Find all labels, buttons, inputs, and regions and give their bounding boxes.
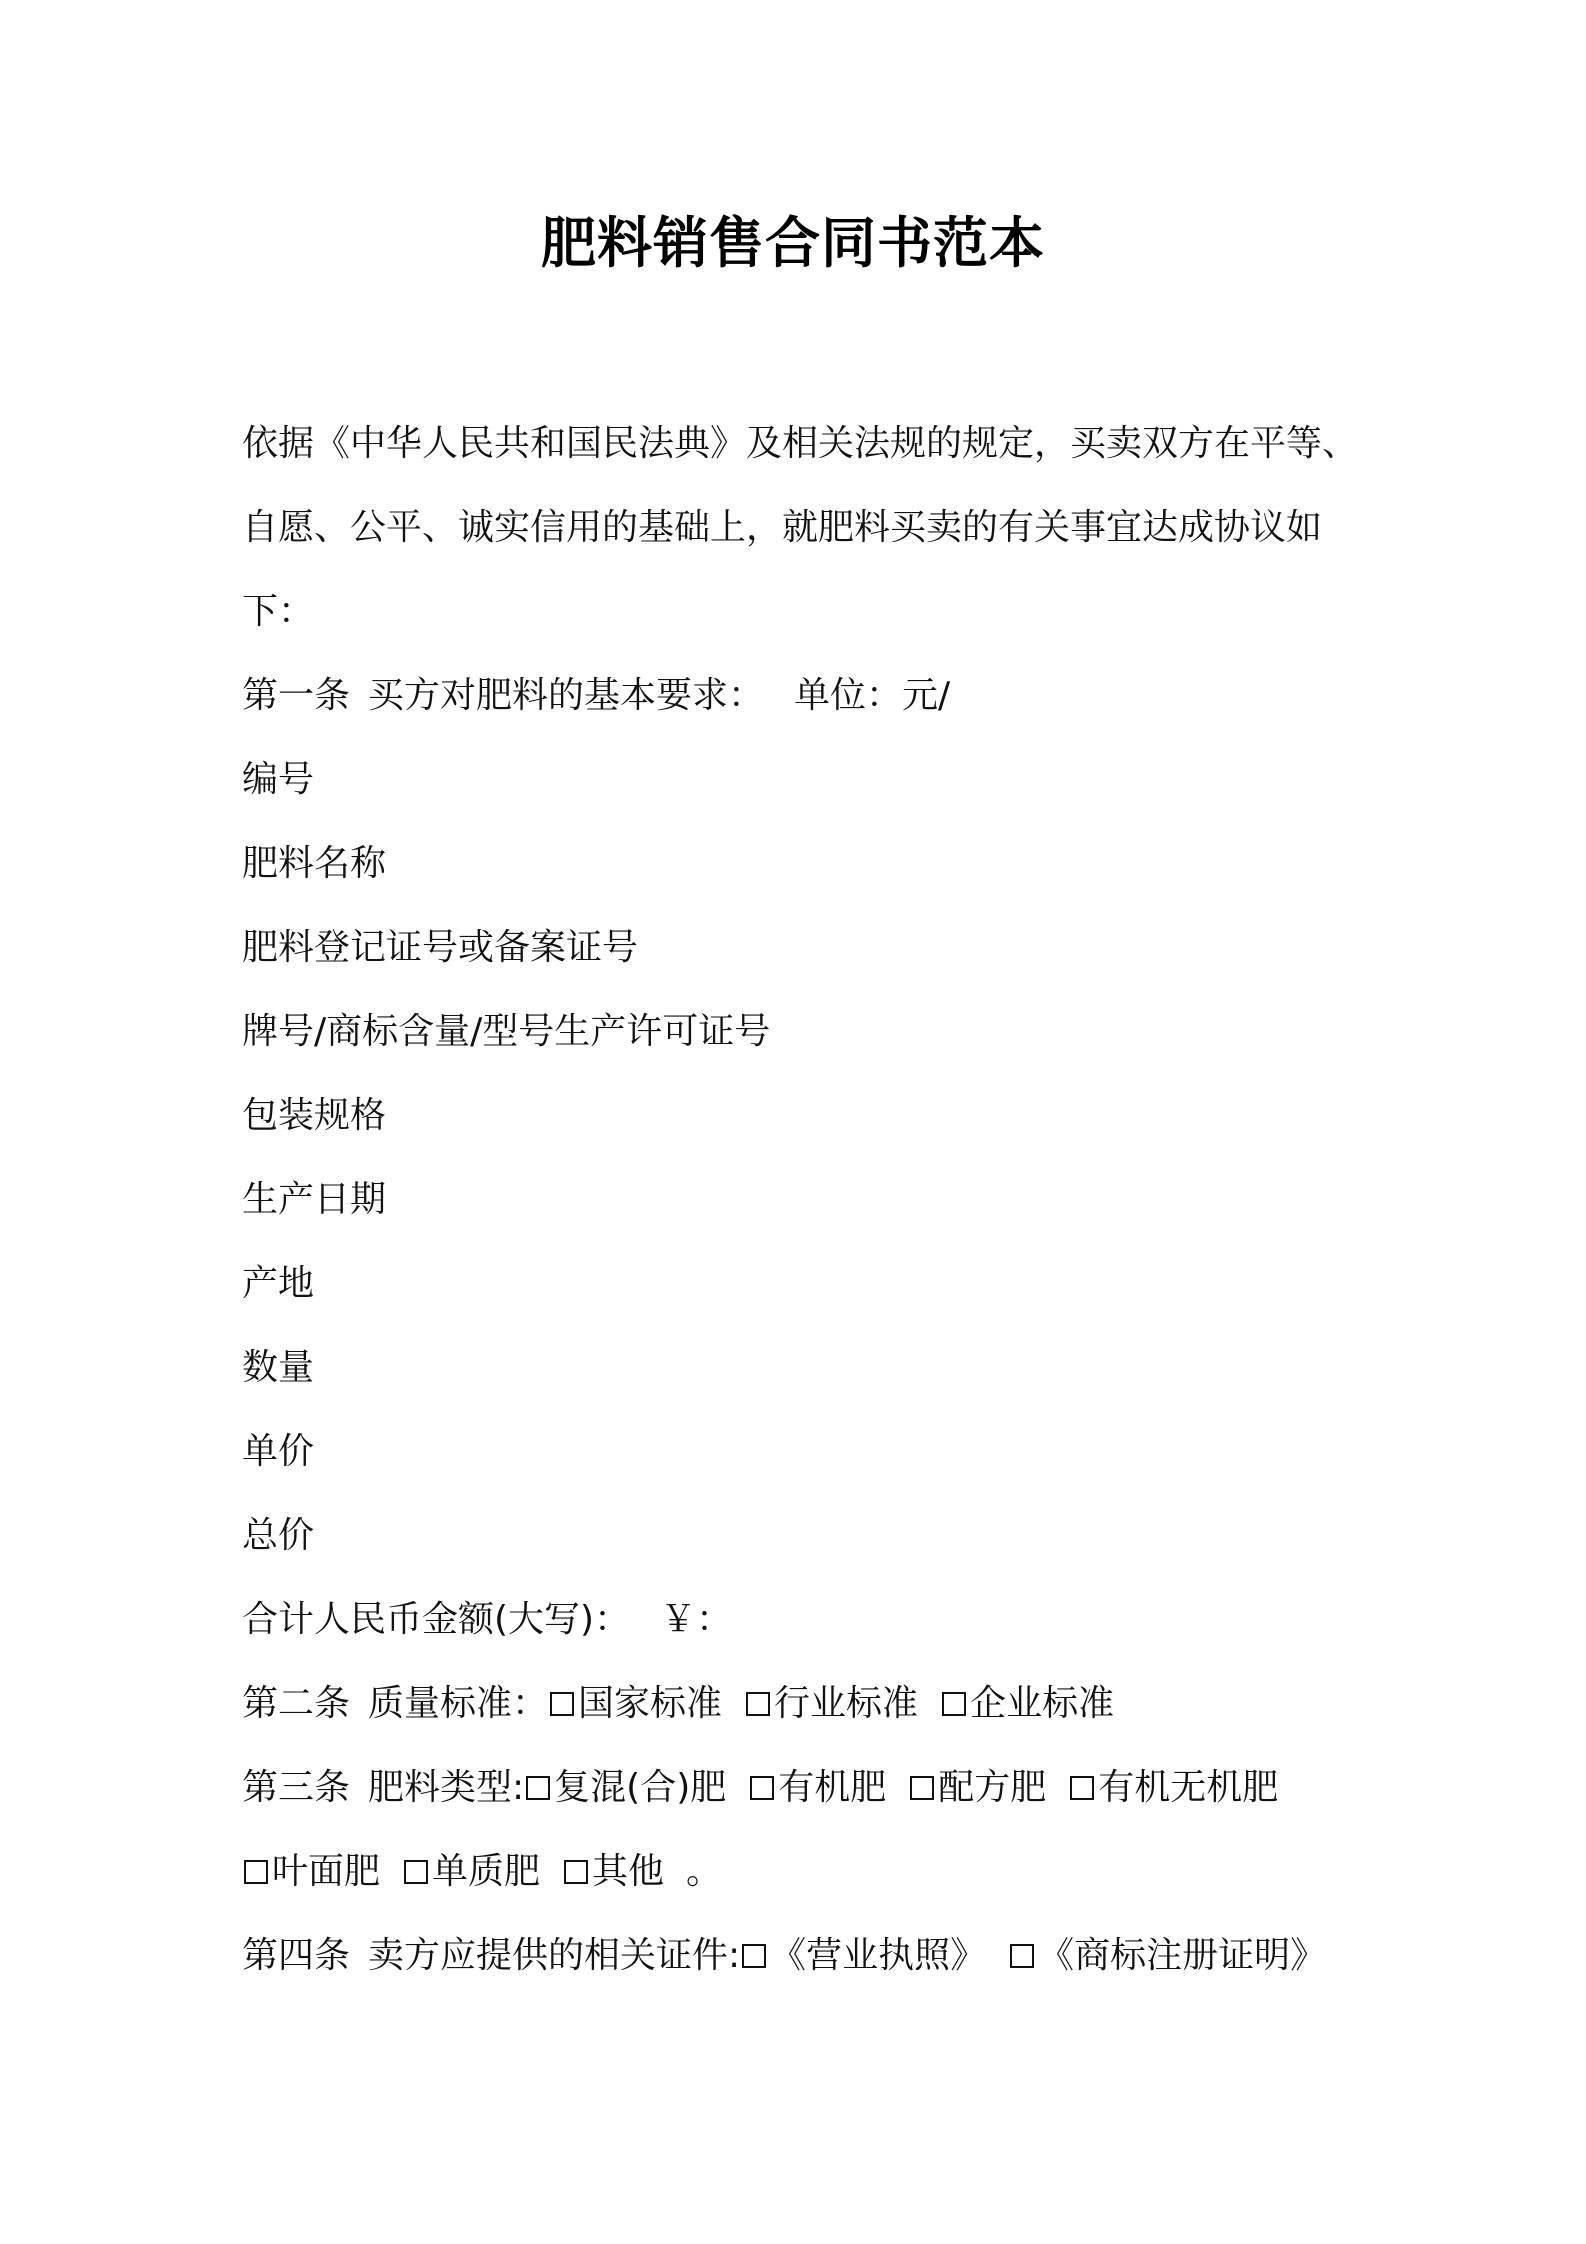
field-origin: 产地 — [242, 1263, 315, 1304]
option-organic-fertilizer: 有机肥 — [778, 1767, 887, 1808]
option-organic-inorganic-fertilizer: 有机无机肥 — [1098, 1767, 1279, 1808]
checkbox-business-license[interactable] — [742, 1944, 766, 1968]
total-amount-label: 合计人民币金额(大写)： — [242, 1599, 631, 1640]
option-trademark-certificate: 《商标注册证明》 — [1038, 1935, 1327, 1976]
checkbox-national-standard[interactable] — [550, 1692, 574, 1716]
option-enterprise-standard: 企业标准 — [970, 1683, 1115, 1724]
total-amount — [242, 1578, 1362, 1662]
article-2 — [242, 1662, 1362, 1746]
field-number: 编号 — [242, 759, 315, 800]
article-3-heading: 第三条 — [242, 1767, 351, 1808]
article-3-continued — [242, 1830, 1362, 1914]
checkbox-single-fertilizer[interactable] — [404, 1860, 428, 1884]
option-compound-fertilizer: 复混(合)肥 — [554, 1767, 727, 1808]
option-single-fertilizer: 单质肥 — [432, 1851, 541, 1892]
intro-line-3: 下： — [242, 591, 315, 632]
field-brand-license: 牌号/商标含量/型号生产许可证号 — [242, 1011, 771, 1052]
checkbox-enterprise-standard[interactable] — [942, 1692, 966, 1716]
intro-line-2: 自愿、公平、诚实信用的基础上，就肥料买卖的有关事宜达成协议如 — [242, 507, 1323, 548]
option-other: 其他 — [592, 1851, 665, 1892]
checkbox-organic-inorganic-fertilizer[interactable] — [1070, 1776, 1094, 1800]
article-4-heading: 第四条 — [242, 1935, 351, 1976]
document-title: 肥料销售合同书范本 — [540, 211, 1045, 275]
field-fertilizer-name: 肥料名称 — [242, 843, 387, 884]
article-2-text: 质量标准： — [368, 1683, 549, 1724]
checkbox-industry-standard[interactable] — [746, 1692, 770, 1716]
field-quantity: 数量 — [242, 1347, 315, 1388]
article-2-heading: 第二条 — [242, 1683, 351, 1724]
option-business-license: 《营业执照》 — [770, 1935, 987, 1976]
article-1-text: 买方对肥料的基本要求： — [368, 675, 765, 716]
checkbox-other[interactable] — [564, 1860, 588, 1884]
article-1 — [242, 654, 1362, 738]
field-package-spec: 包装规格 — [242, 1095, 387, 1136]
option-industry-standard: 行业标准 — [774, 1683, 919, 1724]
option-foliar-fertilizer: 叶面肥 — [272, 1851, 381, 1892]
checkbox-compound-fertilizer[interactable] — [526, 1776, 550, 1800]
field-production-date: 生产日期 — [242, 1179, 387, 1220]
option-formula-fertilizer: 配方肥 — [938, 1767, 1047, 1808]
checkbox-trademark-certificate[interactable] — [1010, 1944, 1034, 1968]
field-total-price: 总价 — [242, 1515, 315, 1556]
intro-line-1: 依据《中华人民共和国民法典》及相关法规的规定，买卖双方在平等、 — [242, 423, 1359, 464]
option-national-standard: 国家标准 — [578, 1683, 723, 1724]
checkbox-foliar-fertilizer[interactable] — [244, 1860, 268, 1884]
field-unit-price: 单价 — [242, 1431, 315, 1472]
field-registration-number: 肥料登记证号或备案证号 — [242, 927, 639, 968]
document-body — [242, 402, 1362, 1998]
article-3 — [242, 1746, 1362, 1830]
total-currency: ￥： — [660, 1599, 733, 1640]
article-3-end-mark: 。 — [686, 1851, 723, 1892]
article-1-unit: 单位：元/ — [794, 675, 951, 716]
article-4 — [242, 1914, 1362, 1998]
article-3-text: 肥料类型: — [368, 1767, 525, 1808]
article-1-heading: 第一条 — [242, 675, 351, 716]
checkbox-organic-fertilizer[interactable] — [750, 1776, 774, 1800]
checkbox-formula-fertilizer[interactable] — [910, 1776, 934, 1800]
article-4-text: 卖方应提供的相关证件: — [368, 1935, 741, 1976]
